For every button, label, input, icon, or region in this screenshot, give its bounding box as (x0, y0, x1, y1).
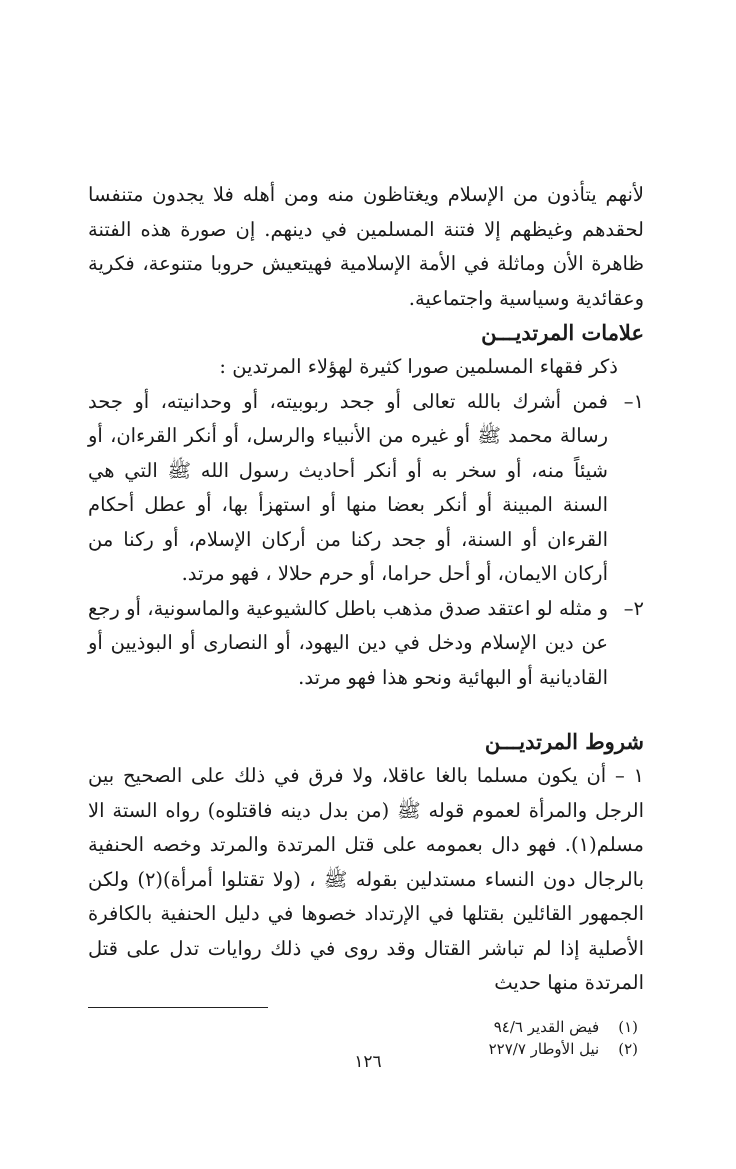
section-intro: ذكر فقهاء المسلمين صورا كثيرة لهؤلاء المرتدين : (219, 355, 618, 378)
list-item-text: و مثله لو اعتقد صدق مذهب باطل كالشيوعية والماسونية، أو رجع عن دين الإسلام ودخل في دين اليهود، أو النصارى أو البوذيين أو القاديانية أو البهائية ونحو هذا فهو مرتد. (88, 596, 608, 689)
footnote-text: نيل الأوطار ٢٢٧/٧ (488, 1039, 600, 1058)
footnote (88, 1016, 638, 1038)
list-item-text: فمن أشرك بالله تعالى أو جحد ربوبيته، أو وحدانيته، أو جحد رسالة محمد ﷺ أو غيره من الأنبياء والرسل، أو أنكر القرءان، أو شيئاً منه، أو سخر به أو أنكر أحاديث رسول الله ﷺ التي هي السنة المبينة أو أنكر بعضا منها أو استهزأ بها، أو عطل أحكام القرءان أو السنة، أو جحد ركنا من أركان الإسلام، أو ركنا من أركان الايمان، أو أحل حراما، أو حرم حلالا ، فهو مرتد. (88, 389, 608, 585)
list-item-number: ١– (623, 389, 644, 413)
footnote-text: فيض القدير ٩٤/٦ (493, 1017, 600, 1036)
page-body (88, 178, 644, 1060)
section-heading-signs: علامات المرتديـــن (481, 320, 644, 345)
list-item (88, 592, 644, 696)
intro-paragraph: لأنهم يتأذون من الإسلام ويغتاظون منه ومن أهله فلا يجدون متنفسا لحقدهم وغيظهم إلا فتنة المسلمين في دينهم. إن صورة هذه الفتنة ظاهرة الأن وماثلة في الأمة الإسلامية فهيتعيش حروبا متنوعة، فكرية وعقائدية وسياسية واجتماعية. (88, 183, 644, 310)
conditions-paragraph: ١ – أن يكون مسلما بالغا عاقلا، ولا فرق في ذلك على الصحيح بين الرجل والمرأة لعموم قوله ﷺ (من بدل دينه فاقتلوه) رواه الستة الا مسلم(١). فهو دال بعمومه على قتل المرتدة والمرتد وخصه الحنفية بالرجال دون النساء مستدلين بقوله ﷺ ، (ولا تقتلوا أمرأة)(٢) ولكن الجمهور القائلين بقتلها في الإرتداد خصوها في دليل الحنفية بالكافرة الأصلية إذا لم تباشر القتال وقد روى في ذلك روايات تدل على قتل المرتدة منها حديث (88, 764, 644, 994)
page-number: ١٢٦ (354, 1052, 382, 1072)
list-item-number: ٢– (623, 596, 644, 620)
section-heading-conditions: شروط المرتديـــن (484, 729, 644, 754)
footnote-separator (88, 1007, 268, 1008)
list-item (88, 385, 644, 592)
footnote-number: (٢) (618, 1039, 638, 1058)
footnote-number: (١) (618, 1017, 638, 1036)
